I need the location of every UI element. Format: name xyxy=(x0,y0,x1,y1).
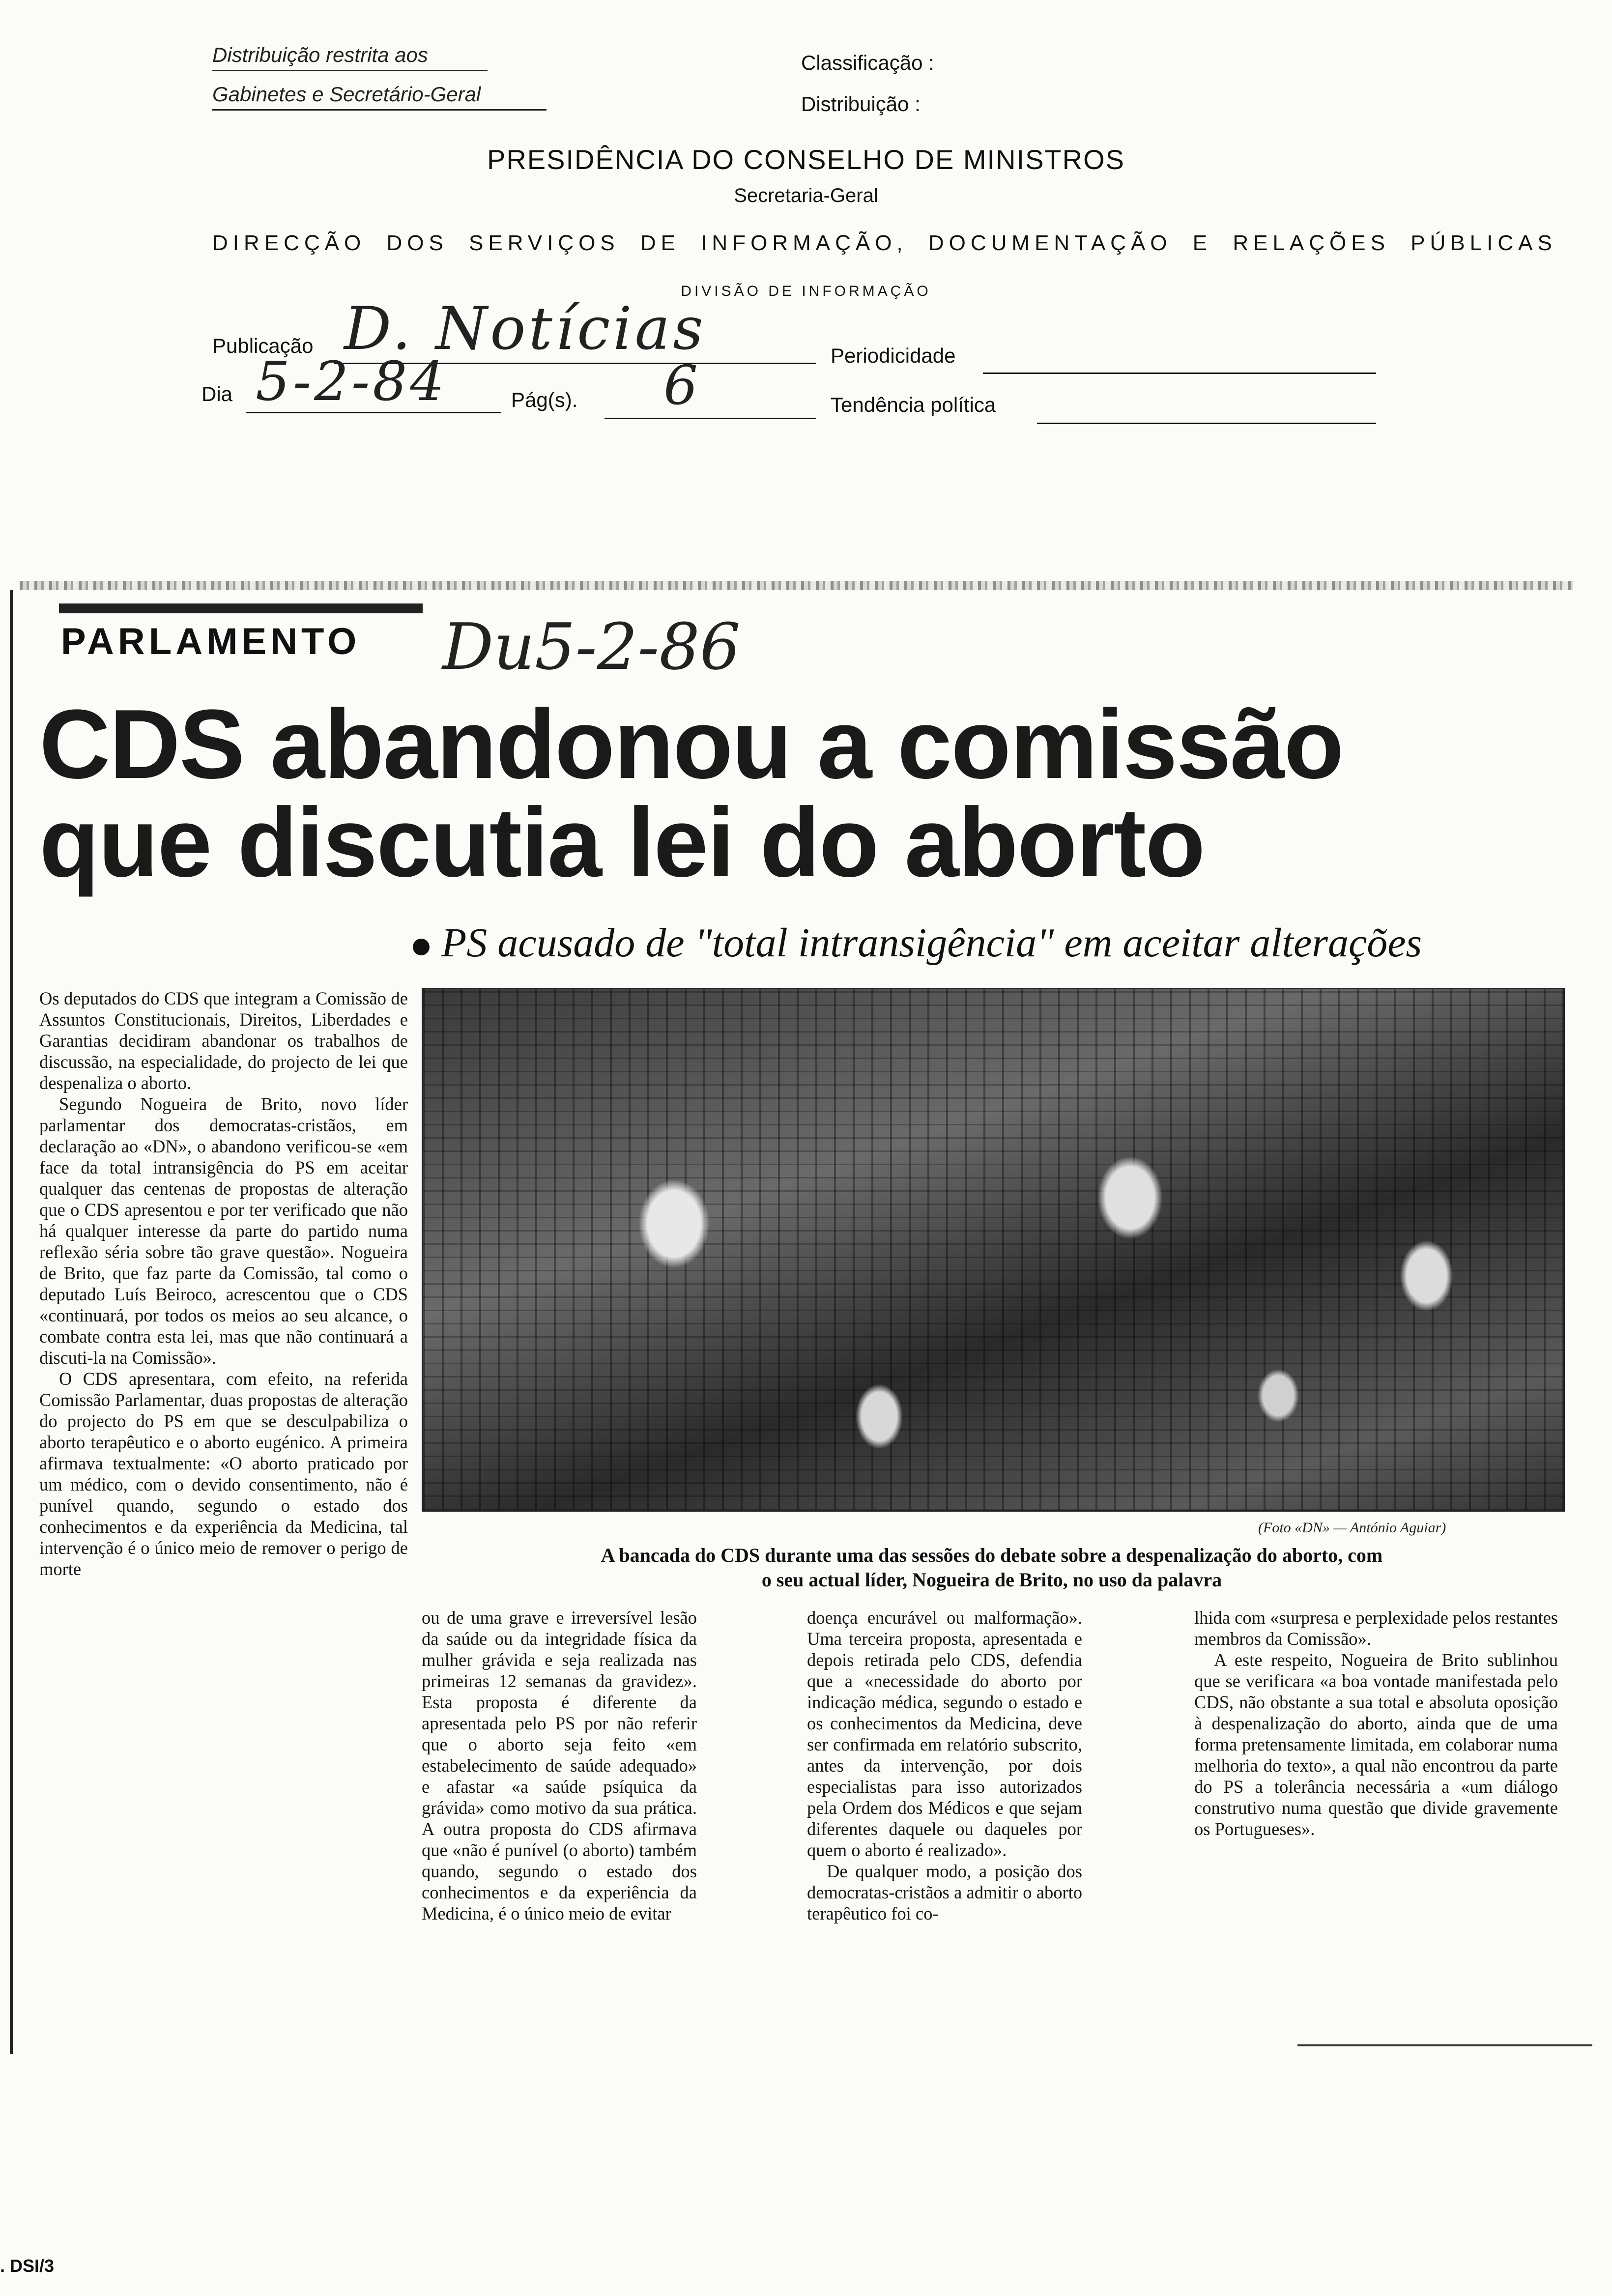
column-2 xyxy=(422,1607,697,2015)
left-paragraph-2: Segundo Nogueira de Brito, novo líder parlamentar dos democratas-cristãos, em declaração ao «DN», o abandono verificou-se «em face da total intransigência do PS em aceitar qualquer das centenas de propostas de alteração que o CDS apresentou e por ter verificado que não há qualquer interesse da parte do partido numa reflexão séria sobre tão grave questão». Nogueira de Brito, que faz parte da Comissão, tal como o deputado Luís Beiroco, acrescentou que o CDS «continuará, por todos os meios ao seu alcance, o combate contra esta lei, mas que não continuará a discuti-la na Comissão». xyxy=(39,1094,408,1368)
periodicidade-label: Periodicidade xyxy=(831,344,956,367)
clipping-top-noise xyxy=(20,581,1573,590)
parliament-photo xyxy=(422,988,1565,1512)
tendencia-blank xyxy=(1037,423,1376,424)
section-tag: PARLAMENTO xyxy=(61,621,361,662)
secretaria-title: Secretaria-Geral xyxy=(734,185,878,206)
left-paragraph-1: Os deputados do CDS que integram a Comissão de Assuntos Constitucionais, Direitos, Liberdades e Garantias decidiram abandonar os trabalhos de discussão, na especialidade, do projecto de lei que despenaliza o aborto. xyxy=(39,988,408,1093)
subheadline-text: PS acusado de "total intransigência" em aceitar alterações xyxy=(441,920,1422,966)
column-2-text: ou de uma grave e irreversível lesão da saúde ou da integridade física da mulher grávida e seja realizada nas primeiras 12 semanas da gravidez». Esta proposta é diferente da apresentada pelo PS por não referir que o aborto seja feito «em estabelecimento de saúde adequado» e afastar «a saúde psíquica da grávida» como motivo da sua prática. A outra proposta do CDS afirmava que «não é punível (o aborto) também quando, segundo o estado dos conhecimentos e da experiência da Medicina, é o único meio de evitar xyxy=(422,1607,697,1923)
column-4-paragraph-1: lhida com «surpresa e perplexidade pelos restantes membros da Comissão». xyxy=(1194,1607,1558,1649)
column-4-paragraph-2: A este respeito, Nogueira de Brito sublinhou que se verificara «a boa vontade manifestada pelo CDS, não obstante a sua total e absoluta oposição à despenalização do aborto, ainda que de uma forma pretensamente limitada, em colaborar numa melhoria do texto», a qual não encontrou da parte do PS a tolerância necessária a «um diálogo construtivo numa questão que divide gravemente os Portugueses». xyxy=(1194,1650,1558,1839)
publicacao-label: Publicação xyxy=(212,334,314,357)
photo-caption-line2: o seu actual líder, Nogueira de Brito, no uso da palavra xyxy=(761,1569,1222,1591)
subheadline xyxy=(413,919,1422,967)
photo-caption xyxy=(422,1543,1562,1592)
photo-credit: (Foto «DN» — António Aguiar) xyxy=(1258,1520,1446,1536)
distribution-note-line2: Gabinetes e Secretário-Geral xyxy=(212,83,547,111)
dia-label: Dia xyxy=(202,382,233,405)
direccao-title: DIRECÇÃO DOS SERVIÇOS DE INFORMAÇÃO, DOCUMENTAÇÃO E RELAÇÕES PÚBLICAS xyxy=(212,231,1557,255)
headline-line1: CDS abandonou a comissão xyxy=(39,689,1343,799)
publicacao-value: D. Notícias xyxy=(344,295,706,363)
clipping-left-edge xyxy=(10,590,13,2054)
clipping-bottom-rule xyxy=(1297,2044,1592,2046)
organization-title: PRESIDÊNCIA DO CONSELHO DE MINISTROS xyxy=(487,144,1125,175)
column-3-paragraph-1: doença encurável ou malformação». Uma terceira proposta, apresentada e depois retirada pelo CDS, defendia que a «necessidade do aborto por indicação médica, segundo o estado e os conhecimentos da Medicina, deve ser confirmada em relatório subscrito, antes da intervenção, por dois especialistas para isso autorizados pela Ordem dos Médicos e que sejam diferentes daquele ou daqueles por quem o aborto é realizado». xyxy=(807,1607,1082,1860)
classificacao-label: Classificação : xyxy=(801,51,934,74)
periodicidade-blank xyxy=(983,373,1376,374)
column-3 xyxy=(807,1607,1082,2015)
column-3-paragraph-2: De qualquer modo, a posição dos democratas-cristãos a admitir o aborto terapêutico foi co- xyxy=(807,1861,1082,1923)
pags-blank xyxy=(604,418,816,419)
left-paragraph-3: O CDS apresentara, com efeito, na referida Comissão Parlamentar, duas propostas de alteração do projecto do PS em que se desculpabiliza o aborto terapêutico e o aborto eugénico. A primeira afirmava textualmente: «O aborto praticado por um médico, com o devido consentimento, não é punível quando, segundo o estado dos conhecimentos e da experiência da Medicina, tal intervenção é o único meio de remover o perigo de morte xyxy=(39,1369,408,1579)
pags-label: Pág(s). xyxy=(511,388,578,411)
column-left xyxy=(39,988,408,2010)
dia-value: 5-2-84 xyxy=(256,350,448,413)
distribution-note-line1: Distribuição restrita aos xyxy=(212,43,488,71)
photo-caption-line1: A bancada do CDS durante uma das sessões do debate sobre a despenalização do aborto, com xyxy=(601,1544,1383,1566)
footer-code: . DSI/3 xyxy=(0,2256,55,2276)
divisao-title: DIVISÃO DE INFORMAÇÃO xyxy=(681,283,931,299)
distribuicao-label: Distribuição : xyxy=(801,92,921,115)
pags-value: 6 xyxy=(663,354,701,417)
tendencia-label: Tendência política xyxy=(831,393,996,416)
section-rule xyxy=(59,603,423,613)
column-4 xyxy=(1194,1607,1558,2015)
bullet-icon xyxy=(413,939,430,955)
handwritten-reference: Du5-2-86 xyxy=(442,609,741,684)
headline-line2: que discutia lei do aborto xyxy=(39,788,1205,897)
